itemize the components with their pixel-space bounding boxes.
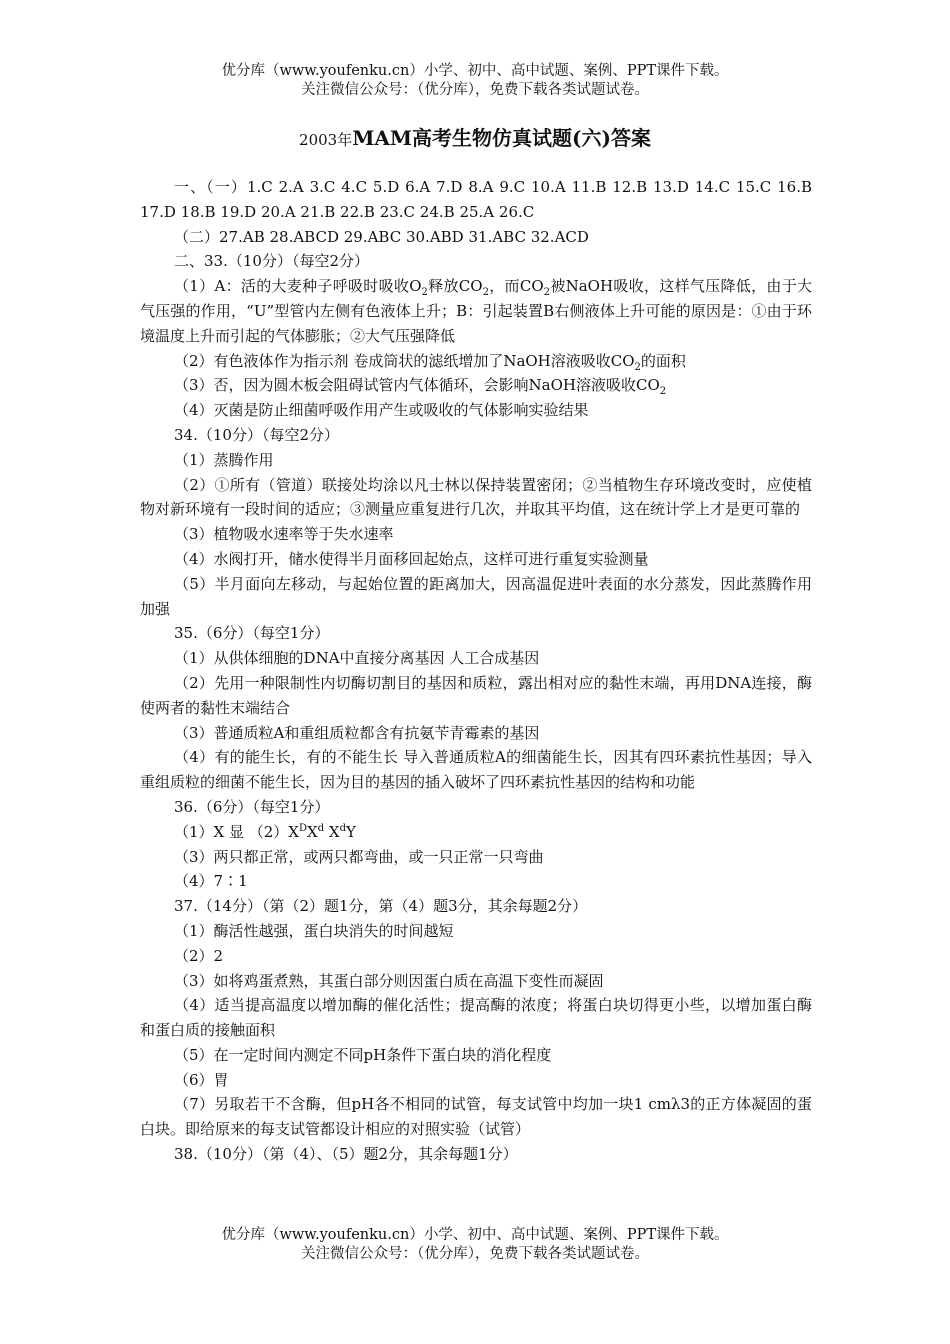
mc-multi-answers: （二）27.AB 28.ABCD 29.ABC 30.ABD 31.ABC 32.ACD (174, 227, 589, 246)
q37-answer-5: （5）在一定时间内测定不同pH条件下蛋白块的消化程度 (174, 1045, 552, 1064)
page-header (0, 62, 950, 100)
q38-heading: 38.（10分）（第（4）、（5）题2分，其余每题1分） (174, 1145, 518, 1164)
footer-line-2: 关注微信公众号：（优分库），免费下载各类试题试卷。 (301, 1246, 649, 1262)
q35-answer-4: （4）有的能生长，有的不能生长 导入普通质粒A的细菌能生长，因其有四环素抗性基因；导入重组质粒的细菌不能生长，因为目的基因的插入破坏了四环素抗性基因的结构和功能 (140, 748, 812, 792)
q34-answer-4: （4）水阀打开，储水使得半月面移回起始点，这样可进行重复实验测量 (174, 549, 649, 568)
q37-answer-6: （6）胃 (174, 1070, 229, 1089)
q37-answer-1: （1）酶活性越强，蛋白块消失的时间越短 (174, 921, 454, 940)
q36-answer-3: （3）两只都正常，或两只都弯曲，或一只正常一只弯曲 (174, 847, 544, 866)
q37-answer-7: （7）另取若干不含酶，但pH各不相同的试管，每支试管中均加一块1 cmλ3的正方体凝固的蛋白块。即给原来的每支试管都设计相应的对照实验（试管） (140, 1095, 812, 1139)
header-line-1: 优分库（www.youfenku.cn）小学、初中、高中试题、案例、PPT课件下载。 (221, 63, 729, 79)
title-text: MAM高考生物仿真试题(六)答案 (352, 126, 651, 150)
mc-single-answers: 一、（一）1.C 2.A 3.C 4.C 5.D 6.A 7.D 8.A 9.C 10.A 11.B 12.B 13.D 14.C 15.C 16.B 17.D 18.B 19.D 20.A 21.B 22.B 23.C 24.B 25.A 26.C (140, 178, 812, 221)
title-year: 2003年 (299, 131, 353, 149)
q37-answer-2: （2）2 (174, 946, 224, 965)
q34-heading: 34.（10分）（每空2分） (174, 425, 339, 444)
answer-content (140, 175, 812, 1167)
q34-answer-1: （1）蒸腾作用 (174, 450, 274, 469)
q35-heading: 35.（6分）（每空1分） (174, 624, 330, 643)
q33-answer-1: （1）A：活的大麦种子呼吸时吸收$O_2$释放$CO_2$，而$CO_2$被NaOH吸收，这样气压降低，由于大气压强的作用，“U”型管内左侧有色液体上升；B：引起装置B右侧液体上升可能的原因是：①由于环境温度上升而引起的气体膨胀；②大气压强降低 (140, 277, 812, 345)
q33-answer-4: （4）灭菌是防止细菌呼吸作用产生或吸收的气体影响实验结果 (174, 401, 589, 420)
header-line-2: 关注微信公众号：（优分库），免费下载各类试题试卷。 (301, 82, 649, 98)
q37-heading: 37.（14分）（第（2）题1分，第（4）题3分，其余每题2分） (174, 897, 588, 916)
q35-answer-1: （1）从供体细胞的DNA中直接分离基因 人工合成基因 (174, 649, 540, 668)
q35-answer-3: （3）普通质粒A和重组质粒都含有抗氨苄青霉素的基因 (174, 723, 540, 742)
q37-answer-3: （3）如将鸡蛋煮熟，其蛋白部分则因蛋白质在高温下变性而凝固 (174, 971, 604, 990)
q36-heading: 36.（6分）（每空1分） (174, 797, 330, 816)
q34-answer-3: （3）植物吸水速率等于失水速率 (174, 525, 394, 544)
page-title (0, 124, 950, 154)
q33-answer-3: （3）否，因为圆木板会阻碍试管内气体循环，会影响NaOH溶液吸收$CO_2$ (174, 376, 667, 398)
q37-answer-4: （4）适当提高温度以增加酶的催化活性；提高酶的浓度；将蛋白块切得更小些，以增加蛋白酶和蛋白质的接触面积 (140, 996, 812, 1040)
q35-answer-2: （2）先用一种限制性内切酶切割目的基因和质粒，露出相对应的黏性末端，再用DNA连接，酶使两者的黏性末端结合 (140, 673, 812, 717)
footer-line-1: 优分库（www.youfenku.cn）小学、初中、高中试题、案例、PPT课件下载。 (221, 1227, 729, 1243)
q36-answer-1-2: （1）X 显 $(2)X^DX^d$ $X^dY$ (174, 822, 356, 841)
q34-answer-5: （5）半月面向左移动，与起始位置的距离加大，因高温促进叶表面的水分蒸发，因此蒸腾作用加强 (140, 574, 812, 618)
q33-answer-2: （2）有色液体作为指示剂 卷成筒状的滤纸增加了NaOH溶液吸收$CO_2$的面积 (174, 351, 686, 373)
q33-heading: 二、33.（10分）（每空2分） (174, 252, 369, 271)
q34-answer-2: （2）①所有（管道）联接处均涂以凡士林以保持装置密闭；②当植物生存环境改变时，应使植物对新环境有一段时间的适应；③测量应重复进行几次，并取其平均值，这在统计学上才是更可靠的 (140, 475, 812, 519)
page-footer (0, 1226, 950, 1264)
q36-answer-4: （4）7∶1 (174, 872, 248, 891)
